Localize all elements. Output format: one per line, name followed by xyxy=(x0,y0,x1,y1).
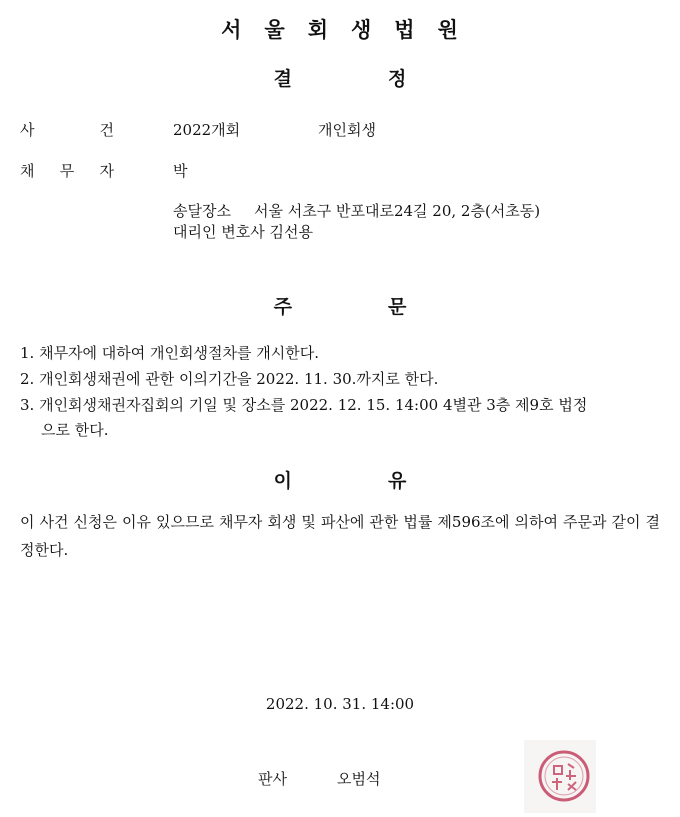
reason-heading xyxy=(0,466,680,493)
debtor-label-char: 채 xyxy=(20,162,35,180)
order-heading-char: 문 xyxy=(388,296,407,318)
case-label-char: 사 xyxy=(20,121,35,139)
reason-heading-char: 이 xyxy=(273,470,292,492)
service-address: 서울 서초구 반포대로24길 20, 2층(서초동) xyxy=(254,202,541,220)
order-heading-char: 주 xyxy=(273,296,292,318)
debtor-name: 박 xyxy=(173,162,188,180)
service-address-label: 송달장소 xyxy=(173,202,231,220)
debtor-label-char: 자 xyxy=(99,162,114,180)
debtor-label-char: 무 xyxy=(59,162,75,180)
judge-seal xyxy=(524,740,596,813)
judge-name: 오범석 xyxy=(337,770,381,788)
debtor-label xyxy=(20,160,130,181)
court-name-char: 서 xyxy=(221,18,243,42)
order-item-continuation: 으로 한다. xyxy=(41,421,109,439)
court-name-char: 생 xyxy=(351,18,373,42)
case-number: 2022개회 xyxy=(173,121,241,139)
court-name xyxy=(0,14,680,44)
document-title xyxy=(0,64,680,91)
case-label xyxy=(20,119,130,140)
judge-title: 판사 xyxy=(258,770,287,788)
court-name-char: 원 xyxy=(437,18,459,42)
court-name-char: 회 xyxy=(307,18,329,42)
legal-agent: 대리인 변호사 김선용 xyxy=(173,223,313,241)
order-item: 3. 개인회생채권자집회의 기일 및 장소를 2022. 12. 15. 14:00 4별관 3층 제9호 법정 xyxy=(20,396,588,414)
court-name-char: 울 xyxy=(264,18,286,42)
case-name: 개인회생 xyxy=(318,121,376,139)
decision-date: 2022. 10. 31. 14:00 xyxy=(265,695,415,713)
court-name-char: 법 xyxy=(394,18,416,42)
order-item: 1. 채무자에 대하여 개인회생절차를 개시한다. xyxy=(20,344,319,362)
order-heading xyxy=(0,292,680,319)
order-item: 2. 개인회생채권에 관한 이의기간을 2022. 11. 30.까지로 한다. xyxy=(20,370,439,388)
case-label-char: 건 xyxy=(99,121,114,139)
document-title-char: 정 xyxy=(388,68,407,90)
document-title-char: 결 xyxy=(273,68,292,90)
reason-text: 이 사건 신청은 이유 있으므로 채무자 회생 및 파산에 관한 법률 제596조에 의하여 주문과 같이 결정한다. xyxy=(20,513,660,559)
seal-stamp-icon xyxy=(524,740,596,813)
reason-heading-char: 유 xyxy=(388,470,407,492)
